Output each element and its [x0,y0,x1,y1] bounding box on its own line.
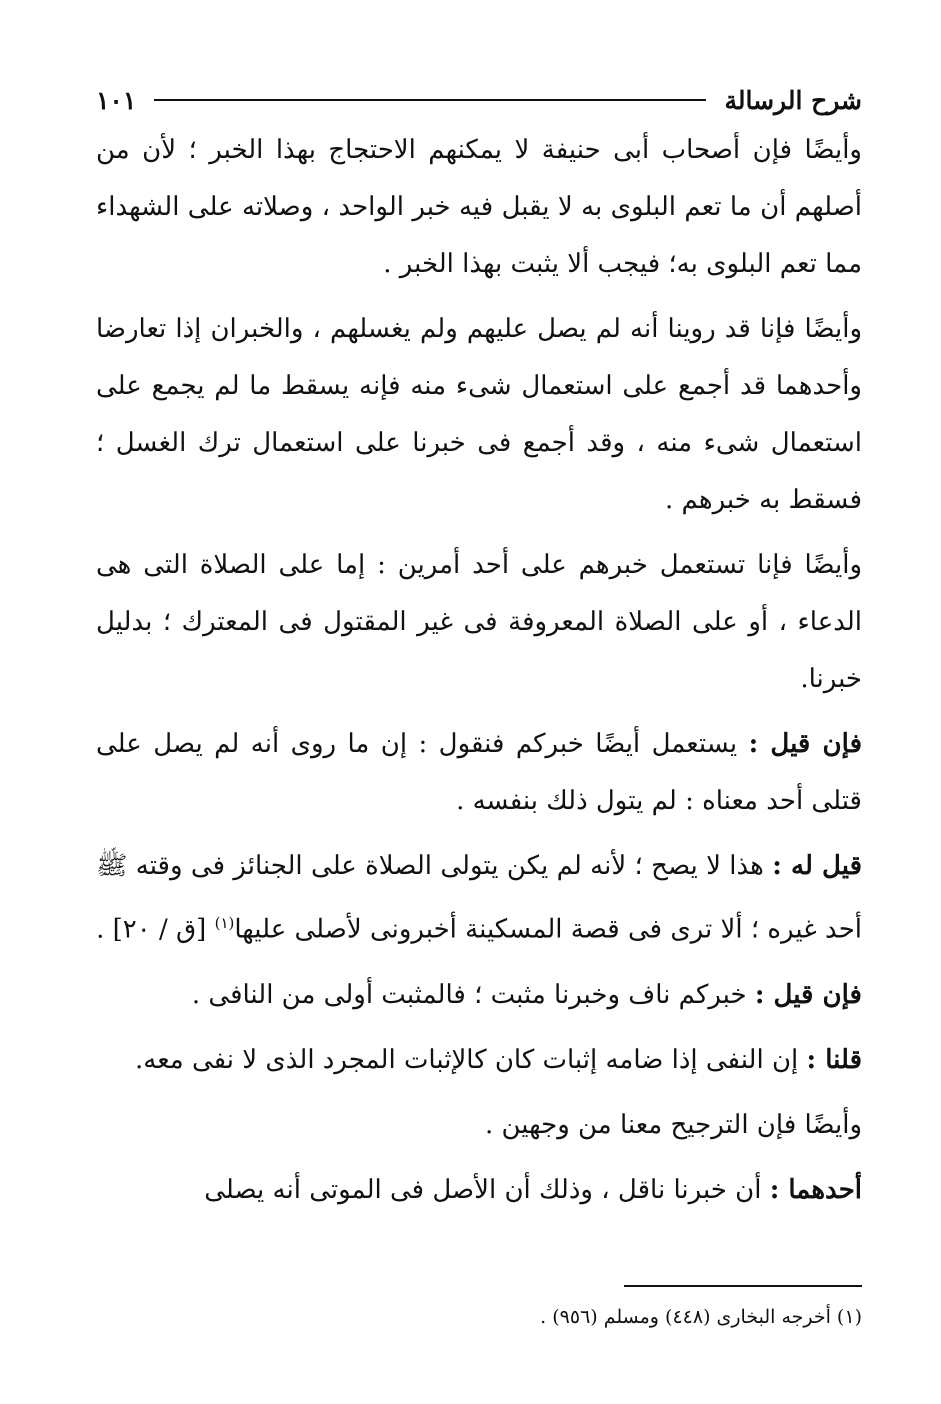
footnote-ref[interactable]: (١) [214,914,235,932]
paragraph-text: أن خبرنا ناقل ، وذلك أن الأصل فى الموتى أنه يصلى [204,1174,762,1205]
paragraph-7 [96,1032,862,1089]
paragraph-text: يستعمل أيضًا خبركم فنقول : إن ما روى أنه لم يصل على قتلى أحد معناه : لم يتول ذلك بنفسه . [96,729,862,816]
paragraph-lead: فإن قيل : [754,979,862,1010]
footnote-rule [624,1285,862,1287]
paragraph-text: إن النفى إذا ضامه إثبات كان كالإثبات المجرد الذى لا نفى معه. [135,1044,799,1075]
paragraph-text: وأيضًا فإن الترجيح معنا من وجهين . [484,1109,862,1140]
paragraph-text: وأيضًا فإنا قد روينا أنه لم يصل عليهم ولم يغسلهم ، والخبران إذا تعارضا وأحدهما قد أجمع على استعمال شىء منه فإنه يسقط ما لم يجمع على استعمال شىء منه ، وقد أجمع فى خبرنا على استعمال ترك الغسل ؛ فسقط به خبرهم . [96,314,862,515]
paragraph-lead: فإن قيل : [748,729,862,759]
paragraph-text: وأيضًا فإن أصحاب أبى حنيفة لا يمكنهم الاحتجاج بهذا الخبر ؛ لأن من أصلهم أن ما تعم البلوى به لا يقبل فيه خبر الواحد ، وصلاته على الشهداء مما تعم البلوى به؛ فيجب ألا يثبت بهذا الخبر . [96,135,862,279]
page-number: ١٠١ [96,85,137,115]
paragraph-3 [96,537,862,708]
paragraph-lead: قيل له : [772,851,862,881]
paragraph-9 [96,1162,862,1219]
footnote: (١) أخرجه البخارى (٤٤٨) ومسلم (٩٥٦) . [540,1306,862,1328]
paragraph-text: خبركم ناف وخبرنا مثبت ؛ فالمثبت أولى من النافى . [191,979,747,1010]
paragraph-text: هذا لا يصح ؛ لأنه لم يكن يتولى الصلاة على الجنائز فى وقته ﷺ أحد غيره ؛ ألا ترى فى قصة المسكينة أخبرونى لأصلى عليها [96,851,862,945]
paragraph-lead: قلنا : [806,1044,862,1075]
paragraph-4 [96,716,862,830]
page [96,78,862,1328]
paragraph-8 [96,1097,862,1154]
paragraph-lead: أحدهما : [769,1174,862,1205]
paragraph-6 [96,967,862,1024]
paragraph-1 [96,122,862,293]
header-title: شرح الرسالة [724,85,862,115]
paragraph-tail: [ق / ٢٠] . [96,914,215,945]
running-header [96,78,862,122]
header-rule [154,99,706,101]
paragraph-text: وأيضًا فإنا تستعمل خبرهم على أحد أمرين : إما على الصلاة التى هى الدعاء ، أو على الصلاة المعروفة فى غير المقتول فى المعترك ؛ بدليل خبرنا. [96,550,862,694]
body-text [96,122,862,1219]
paragraph-5 [96,838,862,959]
paragraph-2 [96,301,862,529]
